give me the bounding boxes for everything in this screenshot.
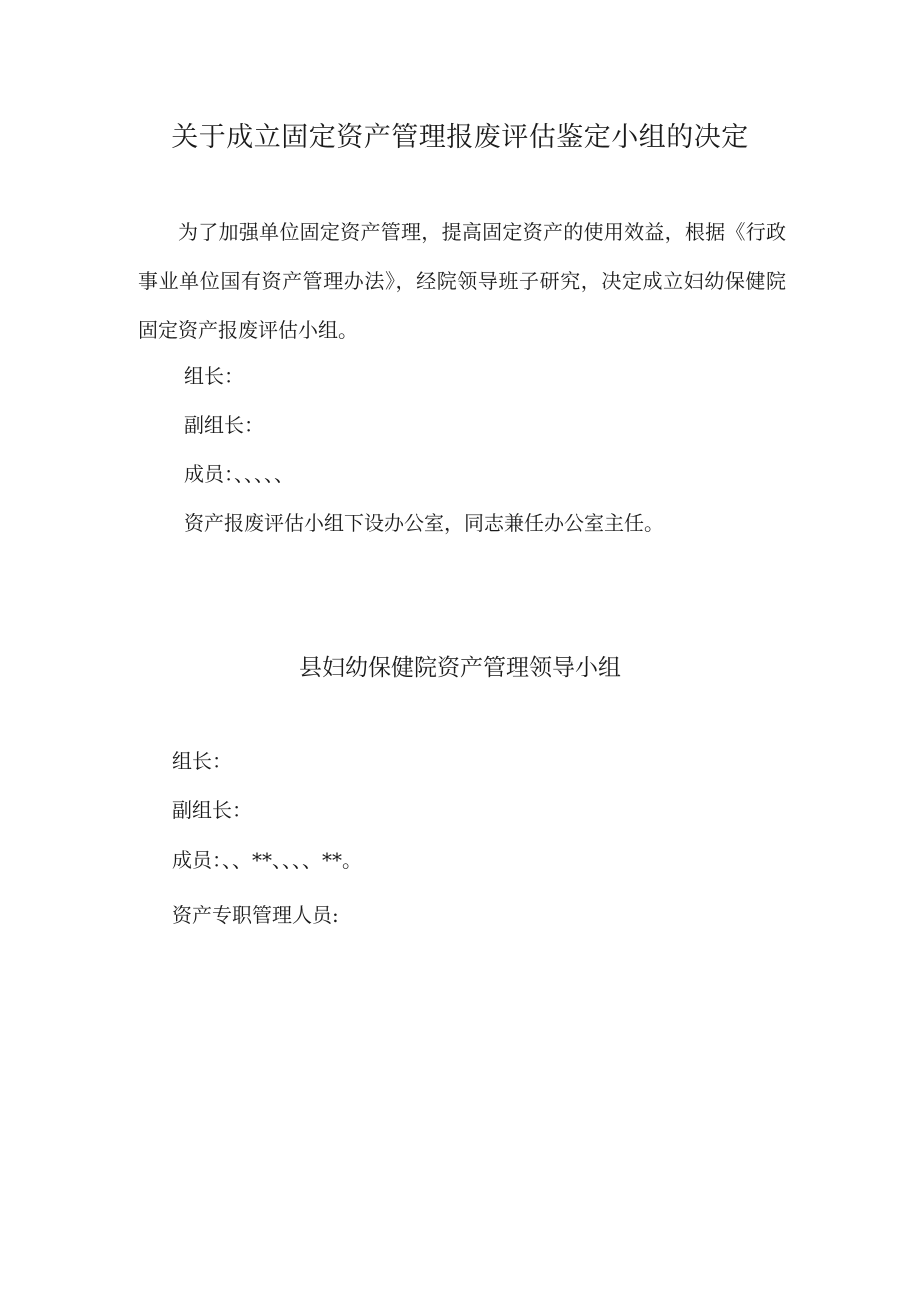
- group-deputy-leader-line: 副组长：: [172, 798, 252, 822]
- decision-members-line: 成员：、、、、、: [184, 462, 294, 486]
- decision-deputy-leader-line: 副组长：: [184, 413, 264, 437]
- group-leader-line: 组长：: [172, 749, 232, 773]
- decision-intro-paragraph: 为了加强单位固定资产管理，提高固定资产的使用效益，根据《行政事业单位国有资产管理办法》，经院领导班子研究，决定成立妇幼保健院固定资产报废评估小组。: [138, 220, 786, 342]
- decision-title: 关于成立固定资产管理报废评估鉴定小组的决定: [171, 122, 749, 153]
- leading-group-title: 县妇幼保健院资产管理领导小组: [299, 655, 621, 681]
- decision-office-note: 资产报废评估小组下设办公室，同志兼任办公室主任。: [184, 511, 664, 535]
- group-members-line: 成员：、、**、、、、**。: [172, 848, 362, 872]
- asset-staff-line: 资产专职管理人员:: [172, 903, 339, 927]
- decision-leader-line: 组长：: [184, 364, 244, 388]
